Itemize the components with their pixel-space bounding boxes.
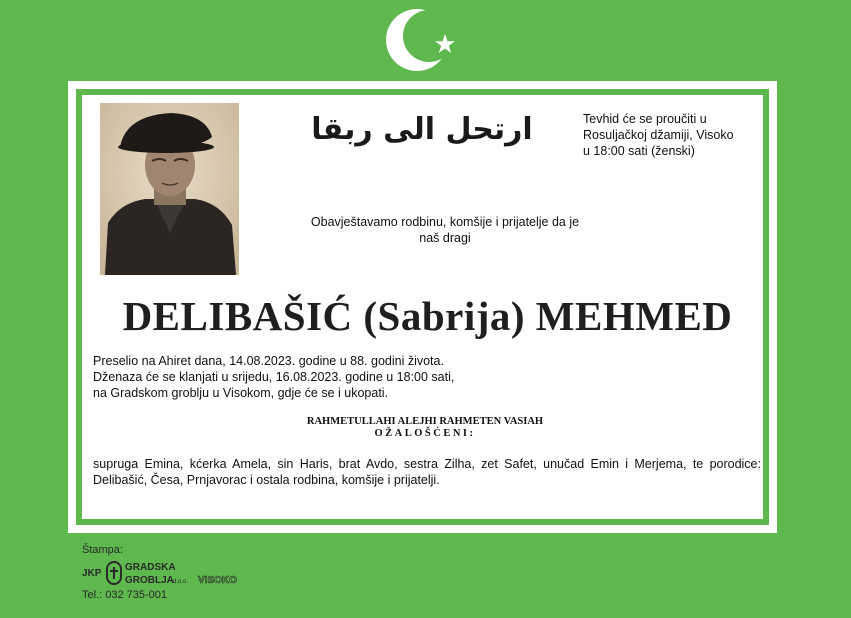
logo-line-1: GRADSKA: [125, 562, 176, 573]
deceased-photo: [100, 103, 239, 275]
announcement-line: naš dragi: [419, 231, 471, 245]
logo-city: VISOKO: [198, 575, 237, 586]
tevhid-line: u 18:00 sati (ženski): [583, 144, 695, 158]
mourners-line: Delibašić, Česa, Prnjavorac i ostala rodbina, komšije i prijatelji.: [93, 473, 440, 487]
logo-prefix: JKP: [82, 568, 102, 579]
logo-line-2: GROBLJA: [125, 575, 174, 586]
announcement: [295, 214, 595, 246]
printer-logo: [82, 559, 252, 587]
calligraphy-text: ارتحل الى ربقا: [311, 112, 533, 147]
funeral-details: [93, 353, 513, 401]
mourners-list: [93, 456, 761, 488]
logo-suffix: d.o.o.: [173, 579, 189, 585]
deceased-name: DELIBAŠIĆ (Sabrija) MEHMED: [122, 293, 733, 339]
details-line: na Gradskom groblju u Visokom, gdje će se i ukopati.: [93, 386, 389, 400]
arabic-calligraphy: [311, 103, 533, 151]
details-line: Dženaza će se klanjati u srijedu, 16.08.2023. godine u 18:00 sati,: [93, 370, 455, 384]
tevhid-info: [583, 111, 753, 159]
crescent-star-icon: [385, 6, 465, 74]
tevhid-line: Rosuljačkoj džamiji, Visoko: [583, 128, 734, 142]
printer-phone: Tel.: 032 735-001: [82, 589, 168, 601]
announcement-line: Obavještavamo rodbinu, komšije i prijatelje da je: [310, 215, 580, 229]
printer-label: Štampa:: [82, 544, 123, 556]
mourners-heading: OŽALOŠĆENI:: [374, 428, 476, 439]
prayer-line: RAHMETULLAHI ALEJHI RAHMETEN VASIAH: [306, 416, 544, 427]
tevhid-line: Tevhid će se proučiti u: [583, 112, 707, 126]
prayer-block: [240, 416, 610, 440]
details-line: Preselio na Ahiret dana, 14.08.2023. godine u 88. godini života.: [93, 354, 444, 368]
mourners-line: supruga Emina, kćerka Amela, sin Haris, brat Avdo, sestra Zilha, zet Safet, unučad Emin i Merjema, te porodice:: [93, 457, 761, 471]
cemetery-logo-icon: [107, 562, 121, 584]
